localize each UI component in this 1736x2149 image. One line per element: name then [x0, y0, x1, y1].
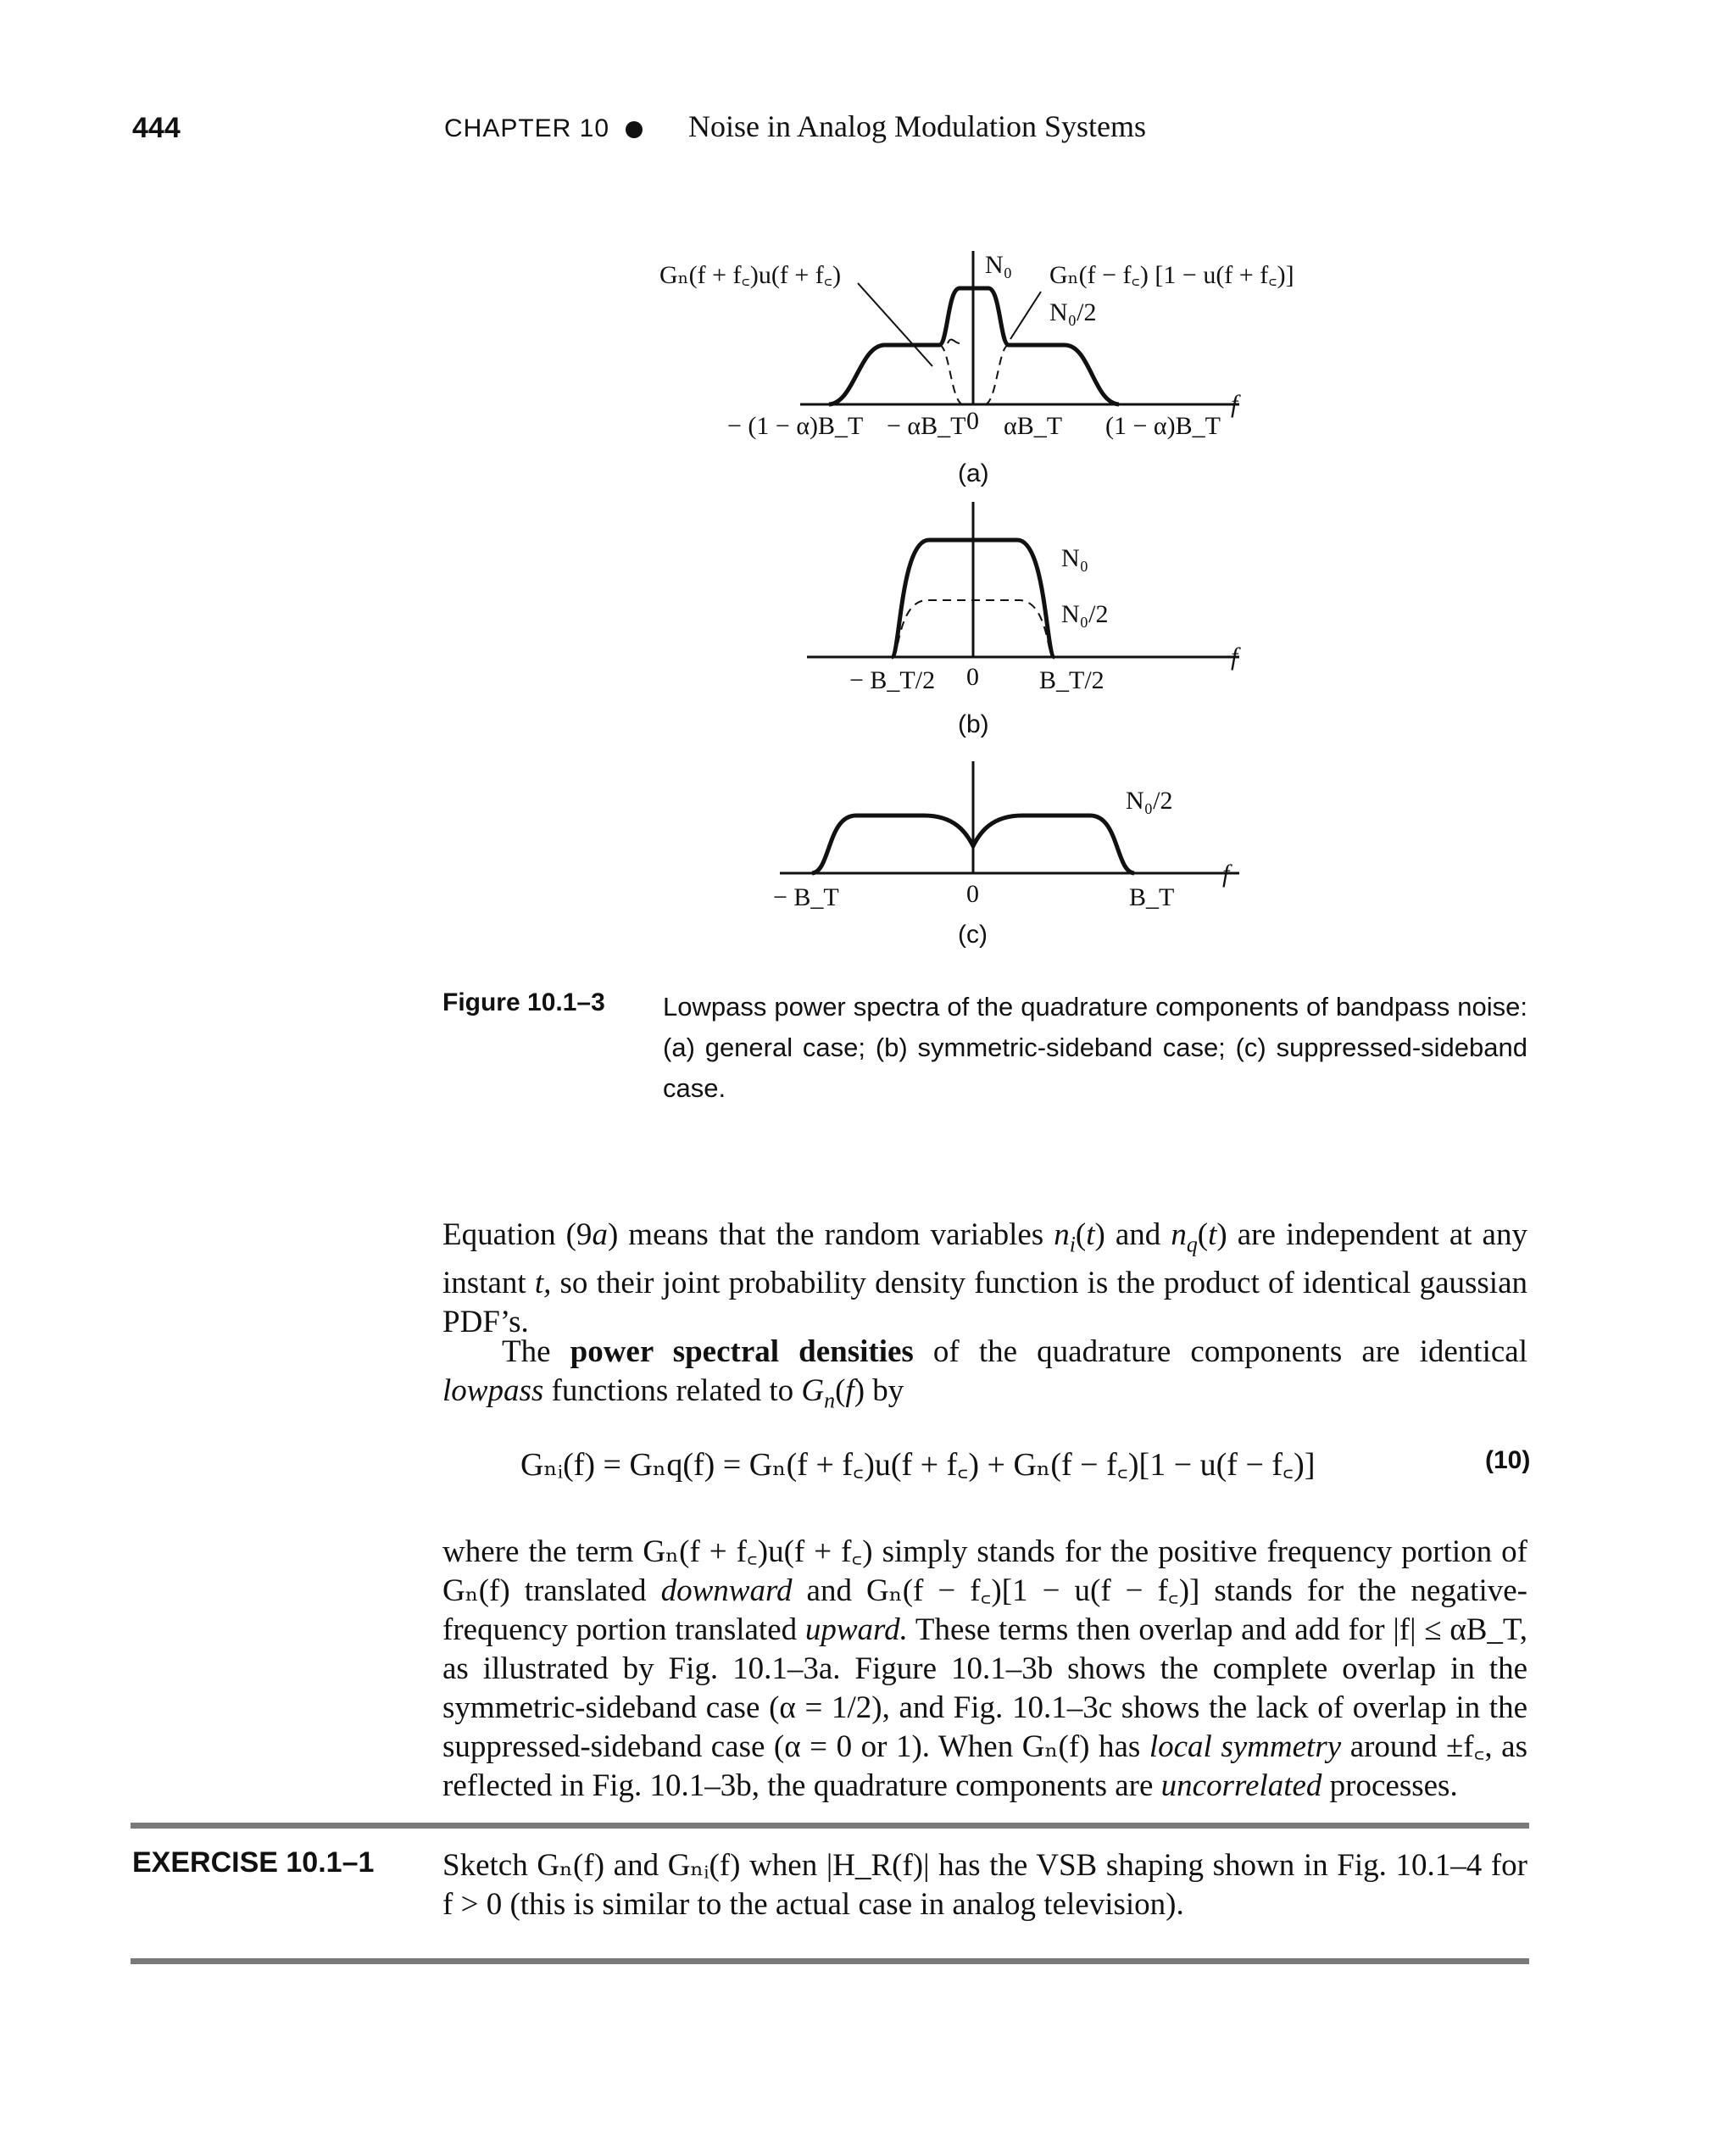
panel-a-left-component — [939, 345, 963, 404]
panel-a-label-right-curve: Gₙ(f − f꜀) [1 − u(f + f꜀)] — [1049, 261, 1294, 289]
panel-a-label-N0-half: N₀/2 — [1049, 298, 1097, 326]
panel-c-tick-pos: B_T — [1129, 883, 1175, 911]
page-number: 444 — [132, 112, 181, 144]
panel-b-sublabel: (b) — [958, 710, 989, 738]
panel-c-sublabel: (c) — [958, 921, 988, 949]
figure-10-1-3 — [0, 0, 1736, 975]
figure-caption-line-1: Lowpass power spectra of the quadrature components of bandpass noise: — [663, 992, 1527, 1022]
panel-b-tick-pos: B_T/2 — [1039, 666, 1104, 694]
panel-a-tick-neg-outer: − (1 − α)B_T — [727, 412, 864, 440]
panel-a-right-component — [985, 345, 1009, 404]
figure-label: Figure 10.1–3 — [442, 988, 605, 1016]
exercise-label: EXERCISE 10.1–1 — [132, 1846, 375, 1879]
panel-a-sublabel: (a) — [958, 459, 989, 487]
exercise-rule-bottom — [131, 1958, 1529, 1964]
chapter-label: CHAPTER 10 — [444, 114, 610, 142]
panel-a-tick-pos-inner: αB_T — [1004, 412, 1063, 440]
panel-c-tick-zero: 0 — [966, 880, 979, 908]
panel-c-axis-f-label: f — [1222, 860, 1230, 888]
panel-a-tick-zero: 0 — [966, 407, 979, 435]
figure-caption — [663, 987, 1527, 1109]
figure-caption-line-2: (a) general case; (b) symmetric-sideband case; (c) suppressed-sideband case. — [663, 1033, 1527, 1103]
chapter-title: Noise in Analog Modulation Systems — [688, 109, 1146, 143]
panel-c-label-N0-half: N₀/2 — [1126, 787, 1173, 815]
panel-a-axis-f-label: f — [1231, 390, 1238, 418]
panel-b-axis-f-label: f — [1231, 643, 1238, 671]
panel-a-right-component-inner — [948, 340, 960, 343]
panel-a-leader-right — [1010, 292, 1041, 339]
paragraph-2: The power spectral densities of the quadrature components are identical lowpass functions related to $G_n(f)$ by — [442, 1334, 1527, 1413]
panel-b-label-N0: N₀ — [1061, 544, 1089, 572]
panel-a-label-N0: N₀ — [985, 251, 1013, 279]
panel-a-tick-neg-inner: − αB_T — [887, 412, 966, 440]
panel-a-label-left-curve: Gₙ(f + f꜀)u(f + f꜀) — [659, 261, 842, 289]
exercise-rule-top — [131, 1823, 1529, 1829]
equation-10: Gₙᵢ(f) = Gₙq(f) = Gₙ(f + f꜀)u(f + f꜀) + Gₙ(f − f꜀)[1 − u(f − f꜀)] — [520, 1447, 1316, 1483]
paragraph-3: where the term Gₙ(f + f꜀)u(f + f꜀) simply stands for the positive frequency portion of Gₙ(f) translated downward and Gₙ(f − f꜀)[1 − u(f − f꜀)] stands for the negative-frequency portion translated upward. These terms then overlap and add for |f| ≤ αB_T, as illustrated by Fig. 10.1–3a. Figure 10.1–3b shows the complete overlap in the symmetric-sideband case (α = 1/2), and Fig. 10.1–3c shows the lack of overlap in the suppressed-sideband case (α = 0 or 1). When Gₙ(f) has local symmetry around ±f꜀, as reflected in Fig. 10.1–3b, the quadrature components are uncorrelated processes. — [442, 1534, 1527, 1803]
panel-c-tick-neg: − B_T — [773, 883, 839, 911]
paragraph-1: Equation (9a) means that the random variables $n_i(t)$ and $n_q(t)$ are independent at any instant t, so their joint probability density function is the product of identical gaussian PDF’s. — [442, 1217, 1527, 1340]
equation-number: (10) — [1485, 1446, 1531, 1474]
panel-b-tick-zero: 0 — [966, 663, 979, 691]
exercise-text: Sketch Gₙ(f) and Gₙᵢ(f) when |H_R(f)| has the VSB shaping shown in Fig. 10.1–4 for f > 0 (this is similar to the actual case in analog television). — [442, 1848, 1527, 1922]
panel-a-tick-pos-outer: (1 − α)B_T — [1105, 412, 1221, 440]
panel-b-tick-neg: − B_T/2 — [849, 666, 936, 694]
panel-b-label-N0-half: N₀/2 — [1061, 600, 1109, 628]
